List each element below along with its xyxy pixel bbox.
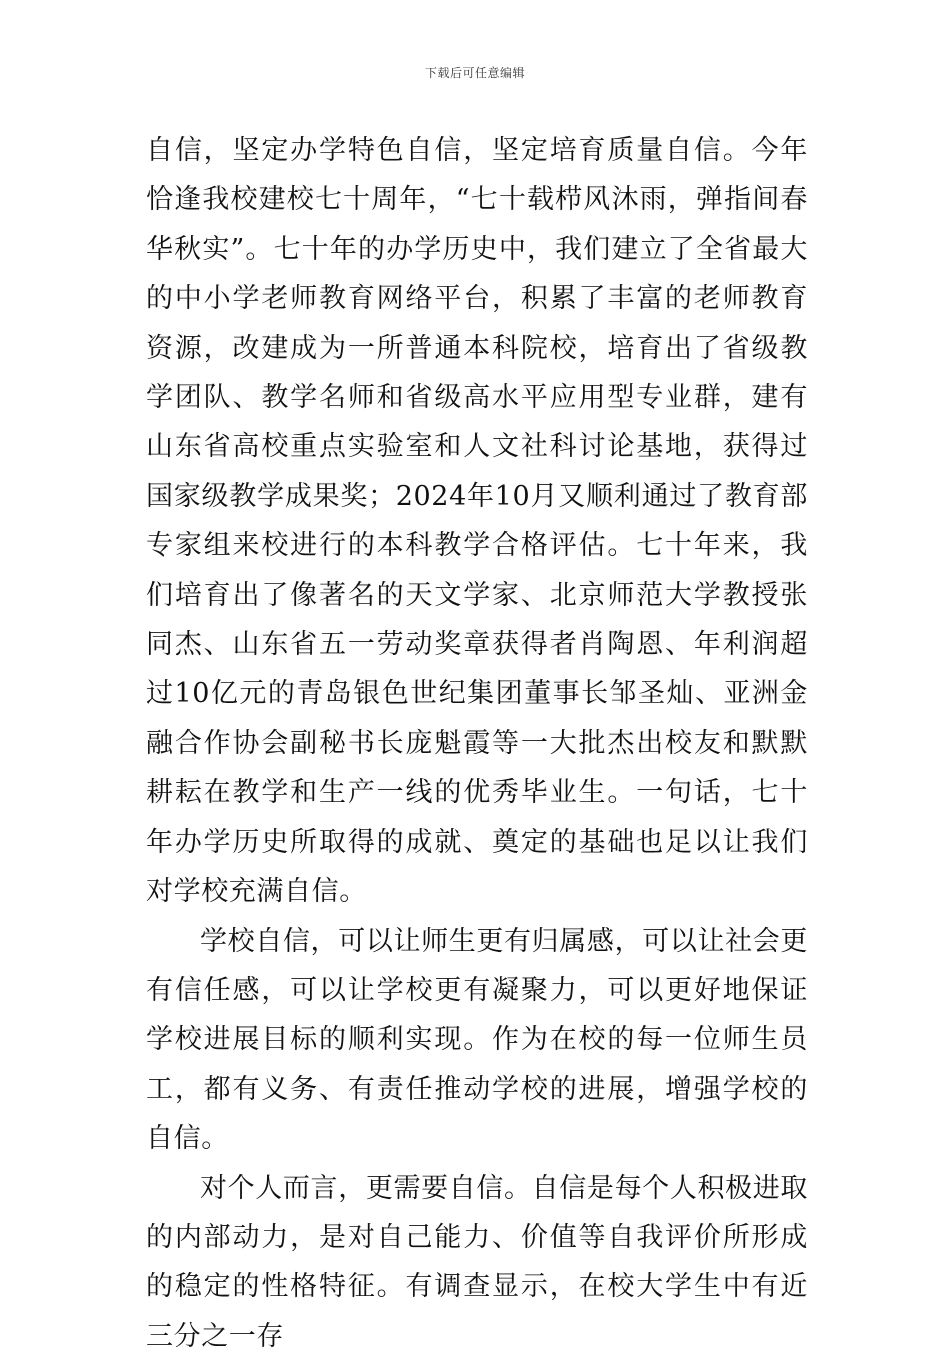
document-body xyxy=(146,126,808,1361)
paragraph-2: 学校自信，可以让师生更有归属感，可以让社会更有信任感，可以让学校更有凝聚力，可以更好地保证学校进展目标的顺利实现。作为在校的每一位师生员工，都有义务、有责任推动学校的进展，增强学校的自信。 xyxy=(146,925,808,1155)
paragraph-3: 对个人而言，更需要自信。自信是每个人积极进取的内部动力，是对自己能力、价值等自我评价所形成的稳定的性格特征。有调查显示，在校大学生中有近三分之一存 xyxy=(146,1172,808,1352)
paragraph-1: 自信，坚定办学特色自信，坚定培育质量自信。今年恰逢我校建校七十周年，“七十载栉风沐雨，弹指间春华秋实”。七十年的办学历史中，我们建立了全省最大的中小学老师教育网络平台，积累了丰富的老师教育资源，改建成为一所普通本科院校，培育出了省级教学团队、教学名师和省级高水平应用型专业群，建有山东省高校重点实验室和人文社科讨论基地，获得过国家级教学成果奖；2024年10月又顺利通过了教育部专家组来校进行的本科教学合格评估。七十年来，我们培育出了像著名的天文学家、北京师范大学教授张同杰、山东省五一劳动奖章获得者肖陶恩、年利润超过10亿元的青岛银色世纪集团董事长邹圣灿、亚洲金融合作协会副秘书长庞魁霞等一大批杰出校友和默默耕耘在教学和生产一线的优秀毕业生。一句话，七十年办学历史所取得的成就、奠定的基础也足以让我们对学校充满自信。 xyxy=(146,135,808,908)
page-header-note: 下载后可任意编辑 xyxy=(424,66,525,80)
